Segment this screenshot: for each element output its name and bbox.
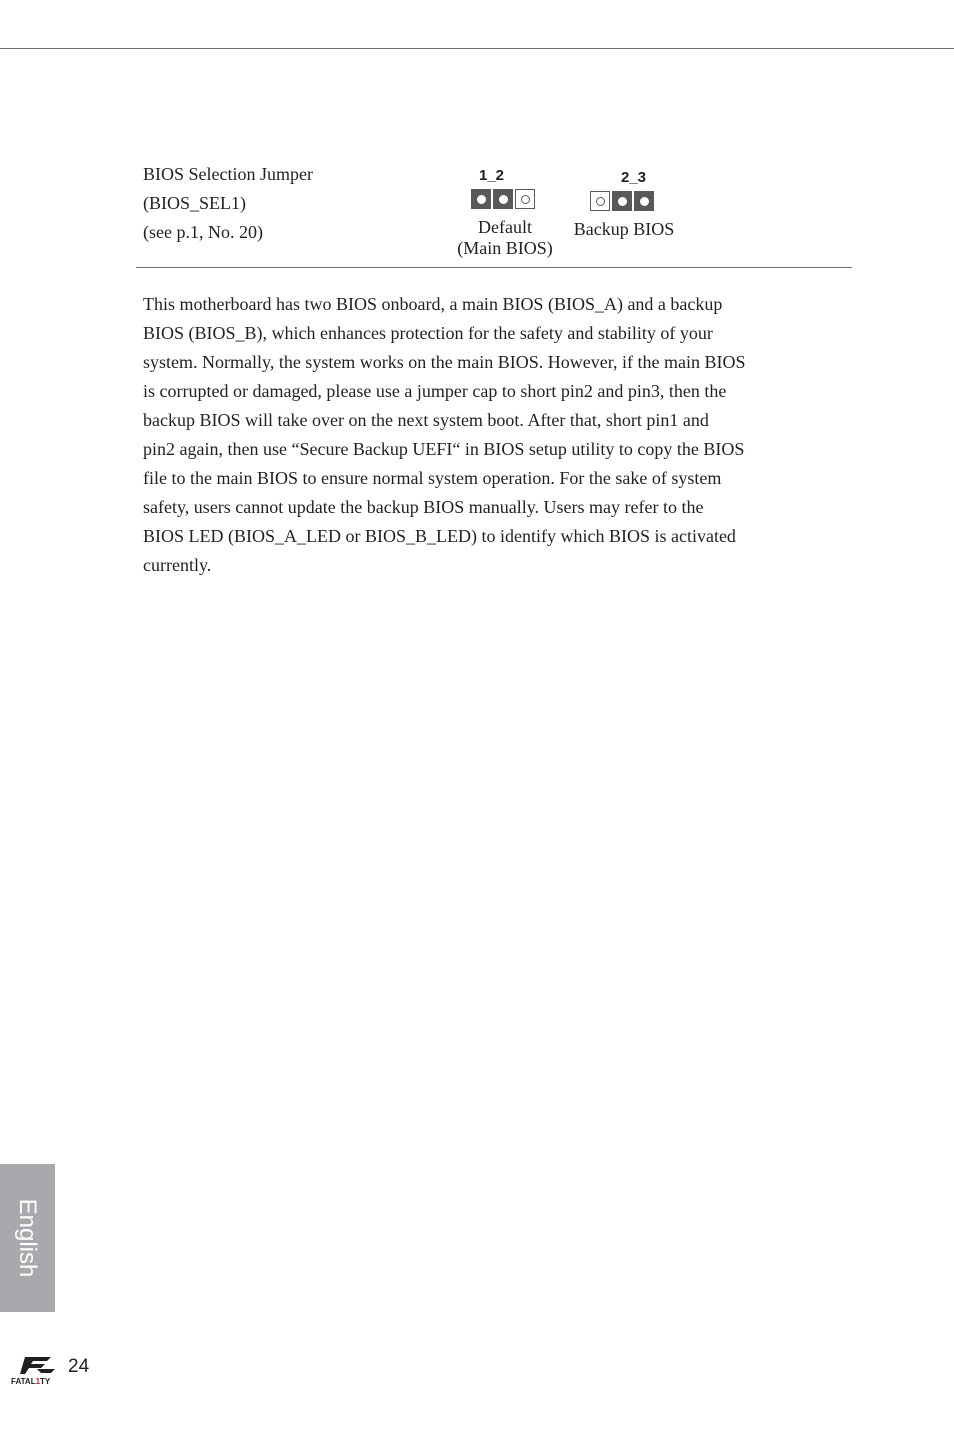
header-rule — [0, 48, 954, 49]
body-line: safety, users cannot update the backup BIOS manually. Users may refer to the — [143, 497, 704, 517]
pin-3 — [515, 189, 535, 209]
body-line: is corrupted or damaged, please use a jumper cap to short pin2 and pin3, then the — [143, 381, 727, 401]
jumper-name-line: (see p.1, No. 20) — [143, 222, 263, 242]
body-line: BIOS (BIOS_B), which enhances protection for the safety and stability of your — [143, 323, 713, 343]
body-line: currently. — [143, 555, 212, 575]
jumper-name — [143, 160, 313, 247]
body-line: BIOS LED (BIOS_A_LED or BIOS_B_LED) to identify which BIOS is activated — [143, 526, 736, 546]
svg-text:FATAL1TY: FATAL1TY — [11, 1377, 51, 1386]
language-tab-label: English — [14, 1198, 41, 1278]
body-line: This motherboard has two BIOS onboard, a main BIOS (BIOS_A) and a backup — [143, 294, 723, 314]
jumper-diagram-backup — [590, 191, 656, 211]
pin-3 — [634, 191, 654, 211]
pin-1 — [471, 189, 491, 209]
caption-line: (Main BIOS) — [457, 238, 553, 258]
jumper-name-line: (BIOS_SEL1) — [143, 193, 246, 213]
section-rule — [136, 267, 852, 268]
caption-line: Default — [478, 217, 532, 237]
pin-2 — [493, 189, 513, 209]
jumper-pins-label: 1_2 — [479, 167, 505, 184]
pin-2 — [612, 191, 632, 211]
body-line: file to the main BIOS to ensure normal system operation. For the sake of system — [143, 468, 722, 488]
jumper-diagram-default — [471, 189, 537, 209]
language-tab — [0, 1164, 55, 1312]
jumper-caption-backup — [564, 219, 684, 240]
page-number: 24 — [68, 1356, 90, 1377]
body-line: pin2 again, then use “Secure Backup UEFI“ in BIOS setup utility to copy the BIOS — [143, 439, 745, 459]
pin-1 — [590, 191, 610, 211]
body-line: backup BIOS will take over on the next system boot. After that, short pin1 and — [143, 410, 709, 430]
body-line: system. Normally, the system works on the main BIOS. However, if the main BIOS — [143, 352, 746, 372]
jumper-name-line: BIOS Selection Jumper — [143, 164, 313, 184]
fatal1ty-logo-icon — [11, 1354, 63, 1388]
jumper-pins-label: 2_3 — [621, 169, 647, 186]
jumper-caption-default — [445, 217, 565, 259]
caption-line: Backup BIOS — [573, 219, 675, 239]
body-paragraph — [143, 290, 798, 580]
